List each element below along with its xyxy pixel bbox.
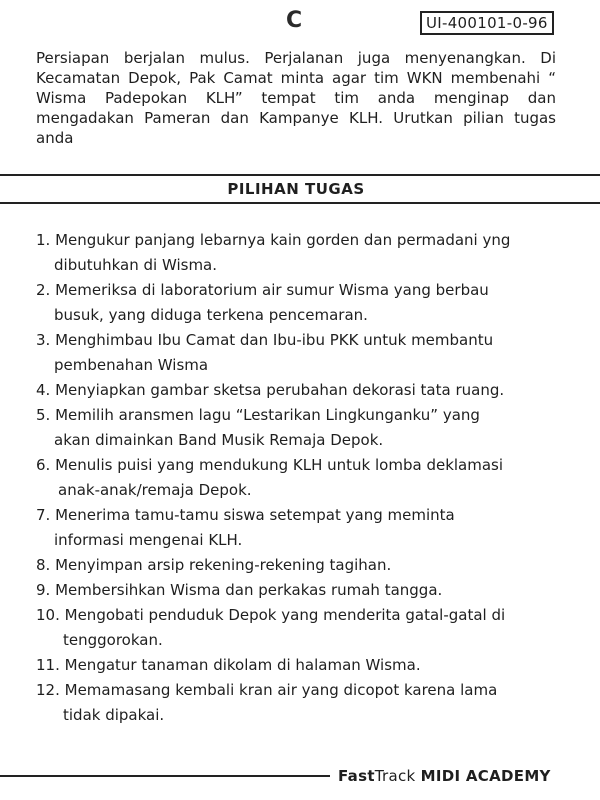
task-item: 2. Memeriksa di laboratorium air sumur Wisma yang berbau busuk, yang diduga terkena pencemaran. — [36, 281, 489, 324]
task-item: 9. Membersihkan Wisma dan perkakas rumah tangga. — [36, 581, 443, 599]
task-item: 8. Menyimpan arsip rekening-rekening tagihan. — [36, 556, 392, 574]
section-bottom-rule — [0, 202, 600, 204]
section-top-rule — [0, 174, 600, 176]
section-title: PILIHAN TUGAS — [227, 180, 365, 198]
task-item: 3. Menghimbau Ibu Camat dan Ibu-ibu PKK untuk membantu pembenahan Wisma — [36, 331, 494, 374]
task-item: 7. Menerima tamu-tamu siswa setempat yang meminta informasi mengenai KLH. — [36, 506, 455, 549]
task-list — [36, 228, 566, 728]
task-item: 5. Memilih aransmen lagu “Lestarikan Lingkunganku” yang akan dimainkan Band Musik Remaja Depok. — [36, 406, 480, 449]
footer-brand: FastTrack MIDI ACADEMY — [338, 767, 551, 785]
task-item: 6. Menulis puisi yang mendukung KLH untuk lomba deklamasi anak-anak/remaja Depok. — [36, 456, 504, 499]
footer-rule — [0, 775, 330, 777]
task-item: 4. Menyiapkan gambar sketsa perubahan dekorasi tata ruang. — [36, 381, 505, 399]
task-item: 1. Mengukur panjang lebarnya kain gorden dan permadani yng dibutuhkan di Wisma. — [36, 231, 511, 274]
header-letter: C — [286, 8, 303, 33]
intro-paragraph: Persiapan berjalan mulus. Perjalanan juga menyenangkan. Di Kecamatan Depok, Pak Camat minta agar tim WKN membenahi “ Wisma Padepokan KLH” tempat tim anda menginap dan mengadakan Pameran dan Kampanye KLH. Urutkan pilian tugas anda — [36, 49, 556, 147]
task-item: 10. Mengobati penduduk Depok yang menderita gatal-gatal di tenggorokan. — [36, 606, 506, 649]
task-item: 12. Memamasang kembali kran air yang dicopot karena lama tidak dipakai. — [36, 681, 498, 724]
document-code-box: UI-400101-0-96 — [420, 11, 554, 35]
task-item: 11. Mengatur tanaman dikolam di halaman Wisma. — [36, 656, 421, 674]
